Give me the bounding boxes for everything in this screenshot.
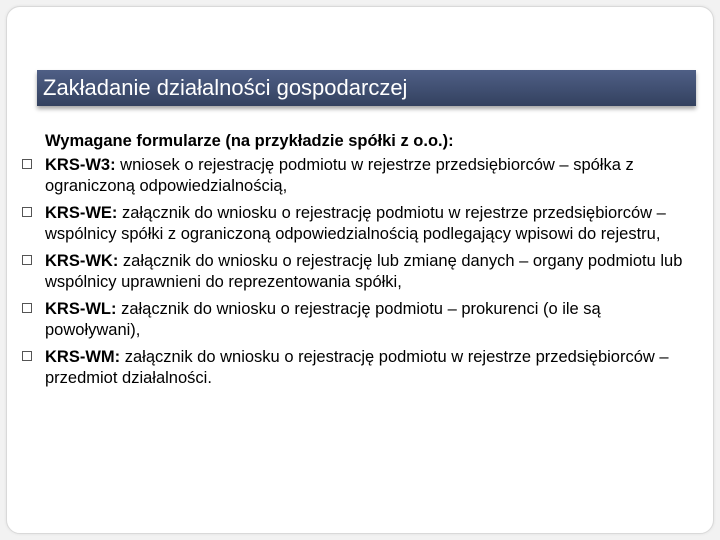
checkbox-bullet-icon [22, 255, 32, 265]
slide-content [37, 131, 687, 395]
form-description: wniosek o rejestrację podmiotu w rejestrze przedsiębiorców – spółka z ograniczoną odpowiedzialnością, [45, 156, 634, 195]
intro-text: Wymagane formularze (na przykładzie spółki z o.o.): [45, 132, 454, 150]
list-item [37, 347, 687, 389]
form-code: KRS-WM: [45, 348, 121, 366]
list-item [37, 203, 687, 245]
checkbox-bullet-icon [22, 303, 32, 313]
list-item [37, 155, 687, 197]
list-item [37, 299, 687, 341]
checkbox-bullet-icon [22, 159, 32, 169]
form-code: KRS-WE: [45, 204, 118, 222]
form-description: załącznik do wniosku o rejestrację lub zmianę danych – organy podmiotu lub wspólnicy uprawnieni do reprezentowania spółki, [45, 252, 683, 291]
list-item [37, 251, 687, 293]
form-code: KRS-WK: [45, 252, 119, 270]
checkbox-bullet-icon [22, 207, 32, 217]
form-description: załącznik do wniosku o rejestrację podmiotu – prokurenci (o ile są powoływani), [45, 300, 601, 339]
form-description: załącznik do wniosku o rejestrację podmiotu w rejestrze przedsiębiorców – wspólnicy spółki z ograniczoną odpowiedzialnością podlegający wpisowi do rejestru, [45, 204, 666, 243]
form-code: KRS-WL: [45, 300, 117, 318]
checkbox-bullet-icon [22, 351, 32, 361]
form-code: KRS-W3: [45, 156, 116, 174]
slide [6, 6, 714, 534]
slide-title: Zakładanie działalności gospodarczej [43, 75, 408, 100]
form-description: załącznik do wniosku o rejestrację podmiotu w rejestrze przedsiębiorców – przedmiot działalności. [45, 348, 669, 387]
title-bar [37, 70, 696, 106]
